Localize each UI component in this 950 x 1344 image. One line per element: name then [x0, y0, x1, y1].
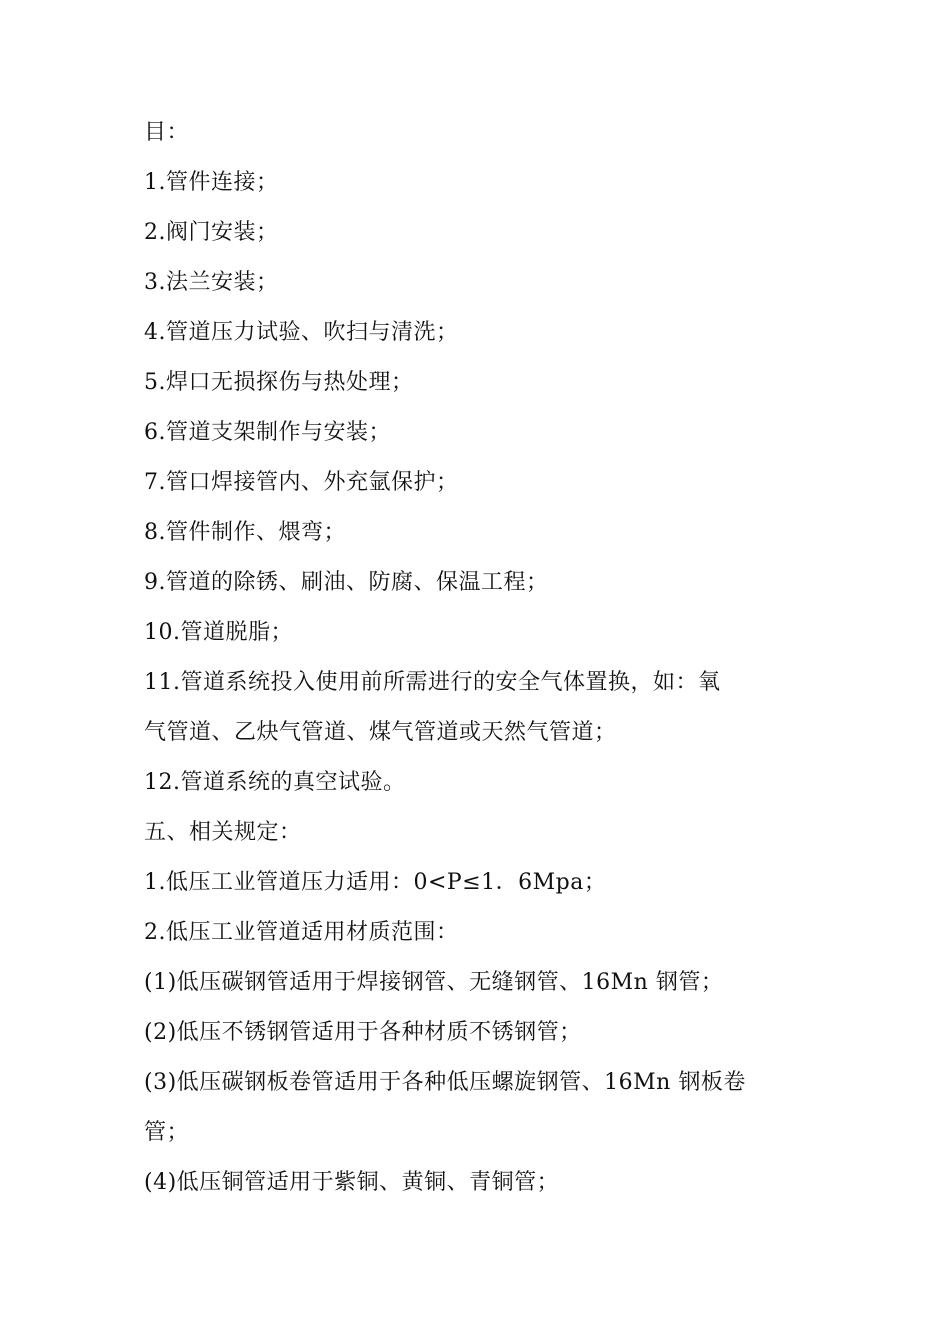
list-item-12: 12.管道系统的真空试验。 [144, 770, 406, 795]
list-item-11-continued: 气管道、乙炔气管道、煤气管道或天然气管道； [144, 720, 617, 745]
list-item-8: 8.管件制作、煨弯； [144, 520, 346, 545]
list-item-11: 11.管道系统投入使用前所需进行的安全气体置换，如：氧 [144, 670, 721, 695]
list-item-10: 10.管道脱脂； [144, 620, 293, 645]
list-item-5: 5.焊口无损探伤与热处理； [144, 370, 414, 395]
sub-item-3-continued: 管； [144, 1120, 190, 1145]
list-item-9: 9.管道的除锈、刷油、防腐、保温工程； [144, 570, 549, 595]
rule-item-2: 2.低压工业管道适用材质范围： [144, 920, 459, 945]
list-item-4: 4.管道压力试验、吹扫与清洗； [144, 320, 459, 345]
sub-item-4: (4)低压铜管适用于紫铜、黄铜、青铜管； [144, 1170, 560, 1195]
list-item-1: 1.管件连接； [144, 170, 279, 195]
rule-item-1: 1.低压工业管道压力适用：0<P≤1．6Mpa； [144, 870, 607, 895]
list-item-6: 6.管道支架制作与安装； [144, 420, 391, 445]
text-line-heading-continuation: 目： [144, 120, 190, 145]
document-body [144, 108, 804, 1208]
list-item-2: 2.阀门安装； [144, 220, 279, 245]
section-heading: 五、相关规定： [144, 820, 302, 845]
list-item-7: 7.管口焊接管内、外充氩保护； [144, 470, 459, 495]
sub-item-1: (1)低压碳钢管适用于焊接钢管、无缝钢管、16Mn 钢管； [144, 970, 724, 995]
list-item-3: 3.法兰安装； [144, 270, 279, 295]
sub-item-2: (2)低压不锈钢管适用于各种材质不锈钢管； [144, 1020, 582, 1045]
sub-item-3: (3)低压碳钢板卷管适用于各种低压螺旋钢管、16Mn 钢板卷 [144, 1070, 746, 1095]
